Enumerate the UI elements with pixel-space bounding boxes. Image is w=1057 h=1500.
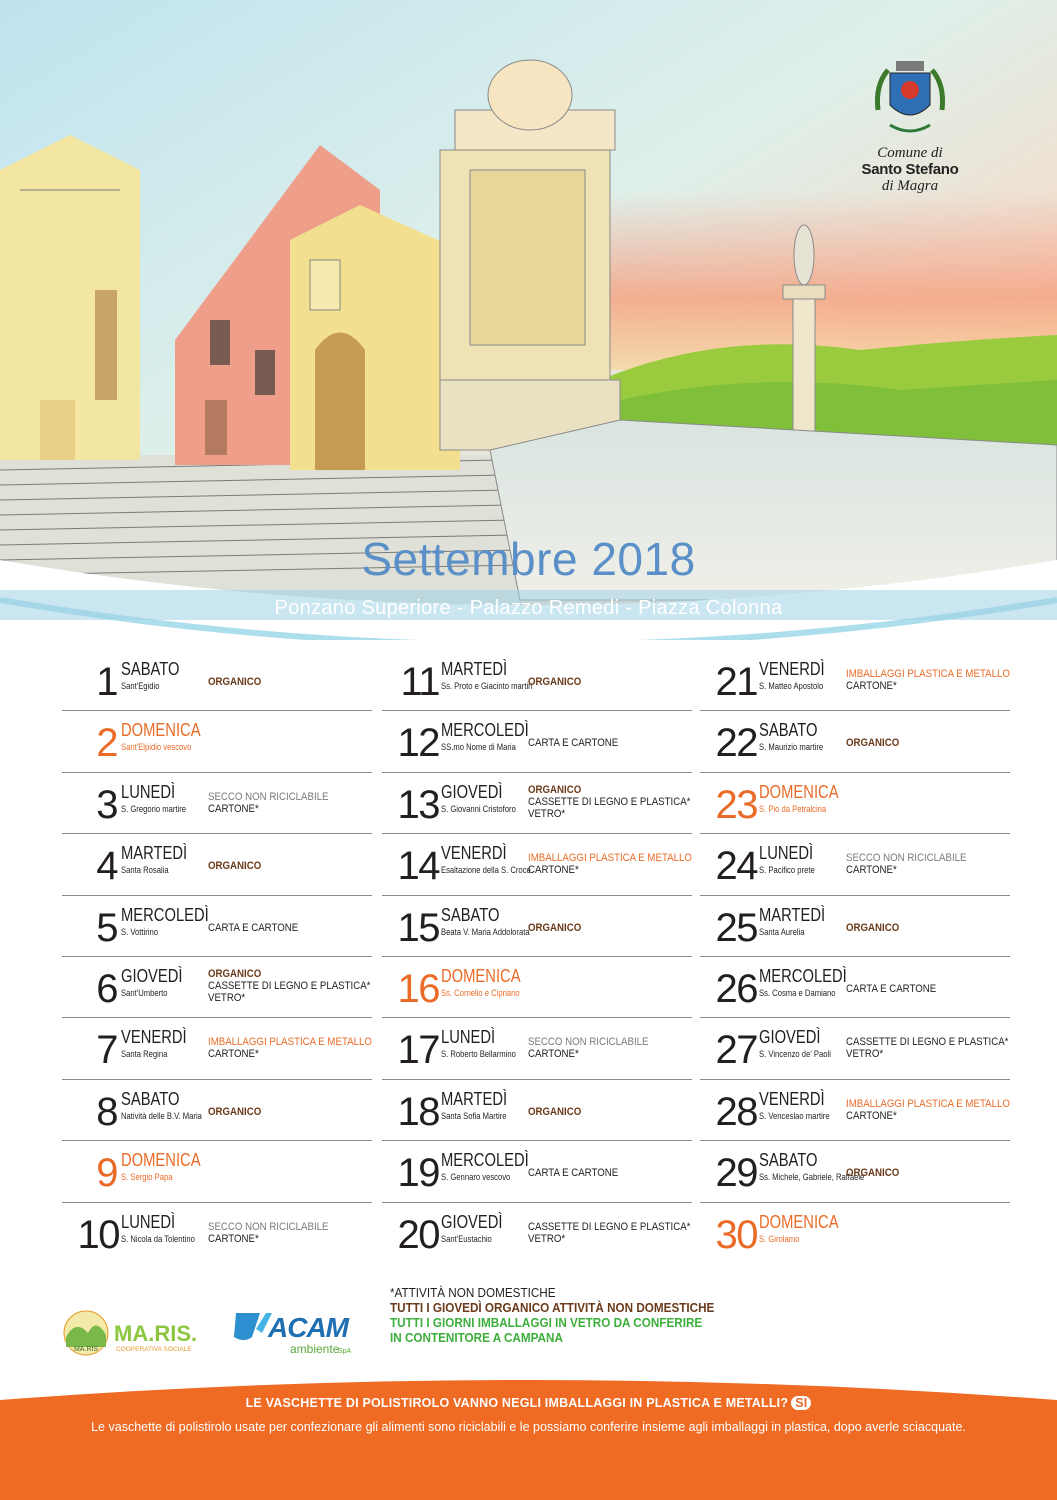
- day-number: 13: [397, 782, 439, 827]
- waste-collection-list: [528, 1221, 690, 1245]
- saint-name: S. Vottirino: [121, 926, 159, 937]
- municipality-line3: di Magra: [881, 178, 939, 194]
- day-number: 11: [400, 660, 439, 704]
- waste-collection-list: [208, 1106, 261, 1118]
- note-glass-line2: IN CONTENITORE A CAMPANA: [390, 1330, 563, 1345]
- waste-collection-list: [528, 1167, 618, 1179]
- day-number: 21: [715, 660, 757, 704]
- footer-question-text: LE VASCHETTE DI POLISTIROLO VANNO NEGLI IMBALLAGGI IN PLASTICA E METALLI?: [245, 1396, 789, 1410]
- saint-name: S. Girolamo: [759, 1233, 800, 1244]
- monument-drawing: [440, 60, 620, 450]
- day-number: 29: [715, 1151, 757, 1196]
- day-number: 28: [715, 1089, 757, 1134]
- saint-name: S. Nicola da Tolentino: [121, 1233, 195, 1244]
- municipality-name: Santo Stefano: [861, 161, 959, 178]
- waste-type-cartone: CARTONE*: [528, 1048, 579, 1061]
- waste-type-vetro: VETRO*: [528, 807, 566, 820]
- waste-collection-list: [208, 968, 370, 1004]
- saint-name: S. Gregorio martire: [121, 803, 187, 814]
- waste-type-carta: CARTA E CARTONE: [846, 982, 937, 995]
- day-number: 23: [715, 782, 757, 827]
- waste-type-cartone: CARTONE*: [846, 1109, 897, 1122]
- footer-answer-badge: SI: [791, 1396, 811, 1410]
- waste-collection-list: [528, 737, 618, 749]
- calendar-day-row: [62, 1203, 362, 1264]
- weekday-name: DOMENICA: [441, 965, 521, 986]
- yellow-church-drawing: [0, 135, 140, 460]
- maris-badge-text: MA.RIS: [73, 1346, 99, 1353]
- day-number: 14: [397, 844, 439, 889]
- calendar-day-row: [700, 711, 1000, 772]
- day-number: 9: [96, 1151, 117, 1196]
- waste-type-secco: SECCO NON RICICLABILE: [208, 790, 329, 803]
- waste-collection-list: [528, 1106, 581, 1118]
- day-number: 3: [96, 782, 117, 827]
- waste-collection-list: [528, 852, 692, 876]
- acam-subtitle: ambiente: [290, 1342, 340, 1356]
- waste-type-cass: CASSETTE DI LEGNO E PLASTICA*: [846, 1036, 1009, 1049]
- weekday-name: MARTEDÌ: [441, 1088, 508, 1109]
- footer-question: [0, 1396, 1057, 1410]
- waste-collection-list: [846, 1098, 1010, 1122]
- saint-name: Ss. Cosma e Damiano: [759, 987, 836, 998]
- waste-type-imb: IMBALLAGGI PLASTICA E METALLO: [846, 668, 1010, 680]
- acam-logo: [232, 1307, 362, 1359]
- weekday-name: MARTEDÌ: [759, 904, 826, 925]
- waste-type-vetro: VETRO*: [846, 1048, 884, 1061]
- weekday-name: MERCOLEDÌ: [441, 1150, 529, 1171]
- day-number: 20: [397, 1212, 439, 1257]
- waste-type-cass: CASSETTE DI LEGNO E PLASTICA*: [528, 1220, 691, 1233]
- waste-collection-list: [208, 1036, 372, 1060]
- palazzo-remedi-drawing: [290, 205, 460, 470]
- day-number: 26: [715, 966, 757, 1011]
- calendar-day-row: [382, 896, 682, 957]
- weekday-name: GIOVEDÌ: [121, 965, 183, 986]
- weekday-name: MERCOLEDÌ: [121, 904, 209, 925]
- calendar-day-row: [62, 773, 362, 834]
- waste-type-org: ORGANICO: [528, 921, 582, 934]
- saint-name: Ss. Proto e Giacinto martiri: [441, 681, 533, 691]
- waste-type-org: ORGANICO: [846, 737, 900, 750]
- calendar-day-row: [382, 1080, 682, 1141]
- note-glass-line1: TUTTI I GIORNI IMBALLAGGI IN VETRO DA CONFERIRE: [390, 1315, 703, 1330]
- weekday-name: SABATO: [121, 659, 180, 679]
- weekday-name: MERCOLEDÌ: [441, 720, 529, 741]
- waste-collection-list: [528, 922, 581, 934]
- saint-name: S. Pio da Petralcina: [759, 803, 827, 814]
- weekday-name: LUNEDÌ: [441, 1027, 496, 1048]
- calendar-column-2: [382, 650, 692, 1264]
- saint-name: S. Maurizio martire: [759, 742, 824, 753]
- acam-name: ACAM: [268, 1312, 348, 1343]
- calendar-day-row: [700, 773, 1000, 834]
- waste-type-org: ORGANICO: [528, 783, 582, 796]
- day-number: 7: [96, 1028, 117, 1073]
- saint-name: Sant'Egidio: [121, 681, 160, 691]
- weekday-name: LUNEDÌ: [121, 781, 176, 802]
- waste-type-org: ORGANICO: [528, 1105, 582, 1118]
- coat-of-arms-icon: [870, 55, 950, 140]
- weekday-name: DOMENICA: [121, 720, 201, 741]
- weekday-name: SABATO: [759, 1150, 818, 1171]
- saint-name: SS.mo Nome di Maria: [441, 742, 516, 753]
- weekday-name: DOMENICA: [121, 1150, 201, 1171]
- day-number: 6: [96, 966, 117, 1011]
- weekday-name: MARTEDÌ: [121, 843, 188, 864]
- note-thursday-organic: TUTTI I GIOVEDÌ ORGANICO ATTIVITÀ NON DOMESTICHE: [390, 1300, 715, 1315]
- saint-name: Santa Regina: [121, 1049, 168, 1060]
- waste-collection-list: [208, 791, 328, 815]
- calendar-column-1: [62, 650, 372, 1264]
- calendar-day-row: [62, 1018, 372, 1079]
- calendar-day-row: [382, 1141, 682, 1202]
- calendar-day-row: [700, 1141, 1000, 1202]
- maris-subtitle: COOPERATIVA SOCIALE: [116, 1346, 192, 1353]
- weekday-name: GIOVEDÌ: [441, 781, 503, 802]
- waste-type-org: ORGANICO: [528, 676, 582, 688]
- saint-name: Sant'Elpidio vescovo: [121, 742, 192, 753]
- calendar-day-row: [700, 896, 1000, 957]
- waste-type-secco: SECCO NON RICICLABILE: [846, 852, 967, 865]
- saint-name: Ss. Cornelio e Cipriano: [441, 987, 520, 998]
- maris-name: MA.RIS.: [114, 1321, 198, 1346]
- day-number: 30: [715, 1212, 757, 1257]
- waste-type-vetro: VETRO*: [208, 991, 246, 1004]
- saint-name: Beata V. Maria Addolorata: [441, 926, 530, 937]
- waste-type-cass: CASSETTE DI LEGNO E PLASTICA*: [528, 795, 691, 808]
- waste-type-imb: IMBALLAGGI PLASTICA E METALLO: [528, 852, 692, 865]
- waste-type-cartone: CARTONE*: [208, 1232, 259, 1245]
- calendar-day-row: [700, 1203, 1000, 1264]
- weekday-name: GIOVEDÌ: [759, 1027, 821, 1048]
- weekday-name: SABATO: [121, 1088, 180, 1109]
- waste-type-org: ORGANICO: [208, 1105, 262, 1118]
- day-number: 15: [397, 905, 439, 950]
- legend-notes: [390, 1285, 714, 1345]
- weekday-name: MARTEDÌ: [441, 659, 508, 679]
- day-number: 2: [96, 721, 117, 766]
- saint-name: S. Giovanni Cristoforo: [441, 803, 516, 814]
- weekday-name: LUNEDÌ: [121, 1211, 176, 1232]
- weekday-name: VENERDÌ: [121, 1027, 187, 1048]
- waste-type-cartone: CARTONE*: [208, 802, 259, 815]
- weekday-name: DOMENICA: [759, 1211, 839, 1232]
- waste-collection-list: [208, 860, 261, 872]
- day-number: 8: [96, 1089, 117, 1134]
- waste-type-org: ORGANICO: [208, 860, 262, 873]
- waste-type-cartone: CARTONE*: [528, 864, 579, 877]
- weekday-name: LUNEDÌ: [759, 843, 814, 864]
- calendar-day-row: [382, 834, 692, 895]
- calendar-day-row: [62, 834, 362, 895]
- waste-collection-list: [846, 668, 1010, 692]
- calendar-day-row: [700, 650, 1010, 711]
- waste-type-cartone: CARTONE*: [846, 680, 897, 692]
- waste-collection-list: [528, 1036, 648, 1060]
- saint-name: Natività delle B.V. Maria: [121, 1110, 202, 1121]
- acam-logo-mark: [232, 1307, 362, 1359]
- calendar-day-row: [382, 1018, 682, 1079]
- calendar-day-row: [382, 773, 691, 834]
- waste-collection-list: [528, 784, 690, 820]
- waste-type-imb: IMBALLAGGI PLASTICA E METALLO: [846, 1097, 1010, 1110]
- waste-type-carta: CARTA E CARTONE: [528, 737, 619, 750]
- waste-collection-list: [846, 737, 899, 749]
- saint-name: Esaltazione della S. Croce: [441, 865, 531, 876]
- weekday-name: VENERDÌ: [759, 659, 825, 679]
- saint-name: S. Venceslao martire: [759, 1110, 830, 1121]
- waste-type-vetro: VETRO*: [528, 1232, 566, 1245]
- page-subtitle: Ponzano Superiore - Palazzo Remedi - Piazza Colonna: [274, 597, 783, 619]
- waste-type-cass: CASSETTE DI LEGNO E PLASTICA*: [208, 979, 371, 992]
- waste-collection-list: [208, 676, 261, 688]
- waste-collection-list: [528, 676, 581, 688]
- calendar-day-row: [382, 957, 682, 1018]
- weekday-name: SABATO: [441, 904, 500, 925]
- maris-logo-mark: [62, 1307, 222, 1359]
- calendar-day-row: [382, 650, 682, 711]
- day-number: 19: [397, 1151, 439, 1196]
- calendar-day-row: [62, 896, 362, 957]
- saint-name: S. Vincenzo de' Paoli: [759, 1049, 831, 1060]
- weekday-name: SABATO: [759, 720, 818, 741]
- saint-name: S. Pacifico prete: [759, 865, 815, 876]
- saint-name: S. Matteo Apostolo: [759, 681, 824, 691]
- waste-type-org: ORGANICO: [846, 1167, 900, 1180]
- calendar-day-row: [700, 834, 1000, 895]
- saint-name: S. Sergio Papa: [121, 1172, 173, 1183]
- waste-collection-list: [846, 1036, 1008, 1060]
- waste-collection-list: [846, 983, 936, 995]
- municipality-logo: [855, 55, 965, 194]
- weekday-name: DOMENICA: [759, 781, 839, 802]
- saint-name: S. Gennaro vescovo: [441, 1172, 511, 1183]
- waste-type-cartone: CARTONE*: [846, 864, 897, 877]
- weekday-name: VENERDÌ: [441, 843, 507, 864]
- waste-type-org: ORGANICO: [208, 676, 262, 688]
- waste-type-carta: CARTA E CARTONE: [208, 921, 299, 934]
- weekday-name: VENERDÌ: [759, 1088, 825, 1109]
- waste-collection-list: [846, 1167, 899, 1179]
- note-non-domestic: *ATTIVITÀ NON DOMESTICHE: [390, 1285, 556, 1300]
- calendar-day-row: [700, 1080, 1010, 1141]
- waste-type-imb: IMBALLAGGI PLASTICA E METALLO: [208, 1036, 372, 1049]
- waste-type-carta: CARTA E CARTONE: [528, 1167, 619, 1180]
- day-number: 17: [397, 1028, 439, 1073]
- waste-type-org: ORGANICO: [846, 921, 900, 934]
- saint-name: Santa Sofia Martire: [441, 1110, 507, 1121]
- page-title: Settembre 2018: [361, 533, 696, 585]
- waste-collection-list: [208, 922, 298, 934]
- day-number: 16: [397, 966, 439, 1011]
- calendar-day-row: [62, 1141, 362, 1202]
- calendar-column-3: [700, 650, 1010, 1264]
- calendar-day-row: [700, 957, 1000, 1018]
- maris-logo: [62, 1307, 222, 1359]
- waste-collection-list: [846, 922, 899, 934]
- waste-collection-list: [208, 1221, 328, 1245]
- calendar-day-row: [382, 1203, 691, 1264]
- saint-name: Sant'Umberto: [121, 987, 168, 998]
- saint-name: S. Roberto Bellarmino: [441, 1049, 516, 1060]
- municipality-line1: Comune di: [877, 145, 943, 161]
- day-number: 10: [77, 1212, 119, 1257]
- saint-name: Santa Aurelia: [759, 926, 805, 937]
- day-number: 5: [96, 905, 117, 950]
- calendar-day-row: [62, 1080, 362, 1141]
- day-number: 12: [397, 721, 439, 766]
- calendar-day-row: [700, 1018, 1009, 1079]
- waste-type-secco: SECCO NON RICICLABILE: [528, 1036, 649, 1049]
- waste-type-cartone: CARTONE*: [208, 1048, 259, 1061]
- acam-suffix: SpA: [338, 1348, 352, 1355]
- day-number: 24: [715, 844, 757, 889]
- day-number: 27: [715, 1028, 757, 1073]
- day-number: 22: [715, 721, 757, 766]
- weekday-name: MERCOLEDÌ: [759, 965, 847, 986]
- day-number: 25: [715, 905, 757, 950]
- calendar-day-row: [62, 957, 371, 1018]
- footer-explanation: Le vaschette di polistirolo usate per confezionare gli alimenti sono riciclabili e le possiamo conferire insieme agli imballaggi in plastica, dopo averle sciacquate.: [91, 1420, 966, 1434]
- waste-type-secco: SECCO NON RICICLABILE: [208, 1220, 329, 1233]
- calendar-day-row: [62, 711, 362, 772]
- saint-name: Sant'Eustachio: [441, 1233, 492, 1244]
- waste-collection-list: [846, 852, 966, 876]
- footer-banner: [0, 1370, 1057, 1500]
- saint-name: Santa Rosalia: [121, 865, 169, 876]
- calendar-day-row: [62, 650, 362, 711]
- day-number: 18: [397, 1089, 439, 1134]
- saint-name: Ss. Michele, Gabriele, Raffaele: [759, 1172, 865, 1183]
- day-number: 1: [96, 660, 117, 704]
- calendar-day-row: [382, 711, 682, 772]
- day-number: 4: [96, 844, 117, 889]
- waste-type-org: ORGANICO: [208, 967, 262, 980]
- weekday-name: GIOVEDÌ: [441, 1211, 503, 1232]
